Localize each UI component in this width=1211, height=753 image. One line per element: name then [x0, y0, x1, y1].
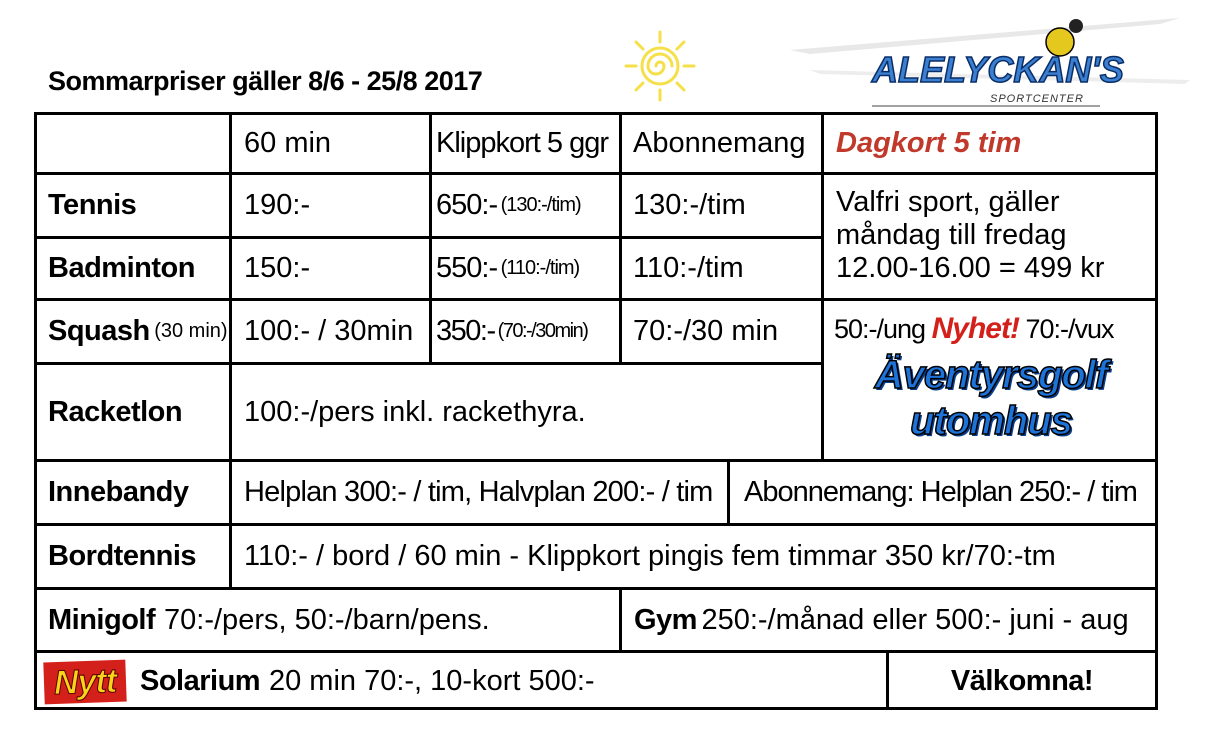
- page-title: Sommarpriser gäller 8/6 - 25/8 2017: [48, 66, 483, 96]
- aventyrsgolf-prices: 50:-/ung Nyhet! 70:-/vux: [834, 312, 1114, 345]
- badminton-klippkort: 550:- (110:-/tim): [436, 252, 580, 284]
- sun-icon: [624, 30, 696, 102]
- logo-text: ALELYCKAN'S: [872, 49, 1124, 90]
- col-header-klippkort: Klippkort 5 ggr: [436, 127, 608, 159]
- col-header-60min: 60 min: [244, 127, 332, 159]
- tennis-klippkort: 650:- (130:-/tim): [436, 189, 581, 221]
- badminton-60min: 150:-: [244, 252, 311, 284]
- racketlon-value: 100:-/pers inkl. rackethyra.: [244, 395, 586, 428]
- logo-subtext: SPORTCENTER: [990, 93, 1084, 105]
- squash-60min: 100:- / 30min: [244, 315, 414, 347]
- row-label-tennis: Tennis: [48, 189, 137, 221]
- bordtennis-value: 110:- / bord / 60 min - Klippkort pingis fem timmar 350 kr/70:-tm: [244, 540, 1056, 572]
- gym-value: 250:-/månad eller 500:- juni - aug: [701, 603, 1129, 636]
- row-label-minigolf: Minigolf: [48, 603, 156, 636]
- row-label-squash: Squash (30 min): [48, 315, 228, 347]
- welcome-text: Välkomna!: [950, 665, 1094, 697]
- col-header-dagkort: Dagkort 5 tim: [836, 127, 1022, 159]
- aventyrsgolf-title: Äventyrsgolf utomhus: [874, 353, 1108, 443]
- row-label-innebandy: Innebandy: [48, 476, 189, 508]
- row-label-badminton: Badminton: [48, 252, 195, 284]
- dagkort-description: Valfri sport, gäller måndag till fredag 12.00-16.00 = 499 kr: [836, 186, 1105, 284]
- solarium-value: 20 min 70:-, 10-kort 500:-: [268, 665, 595, 697]
- nytt-badge: Nytt: [43, 660, 126, 705]
- row-label-gym: Gym: [634, 603, 697, 636]
- row-label-racketlon: Racketlon: [48, 395, 183, 428]
- badminton-abonnemang: 110:-/tim: [633, 252, 744, 284]
- solarium-row: [140, 653, 595, 710]
- row-label-solarium: Solarium: [140, 665, 261, 697]
- minigolf-value: 70:-/pers, 50:-/barn/pens.: [164, 603, 490, 636]
- innebandy-abonnemang: Abonnemang: Helplan 250:- / tim: [744, 476, 1137, 508]
- logo: [780, 10, 1200, 120]
- nyhet-label: Nyhet!: [931, 312, 1019, 345]
- squash-abonnemang: 70:-/30 min: [633, 315, 779, 347]
- row-label-bordtennis: Bordtennis: [48, 540, 197, 572]
- squash-klippkort: 350:- (70:-/30min): [436, 315, 588, 347]
- col-header-abonnemang: Abonnemang: [633, 127, 806, 159]
- tennis-60min: 190:-: [244, 189, 311, 221]
- innebandy-value: Helplan 300:- / tim, Halvplan 200:- / tim: [244, 476, 713, 508]
- tennis-abonnemang: 130:-/tim: [633, 189, 746, 221]
- minigolf-row: [48, 590, 490, 650]
- gym-row: [634, 590, 1129, 650]
